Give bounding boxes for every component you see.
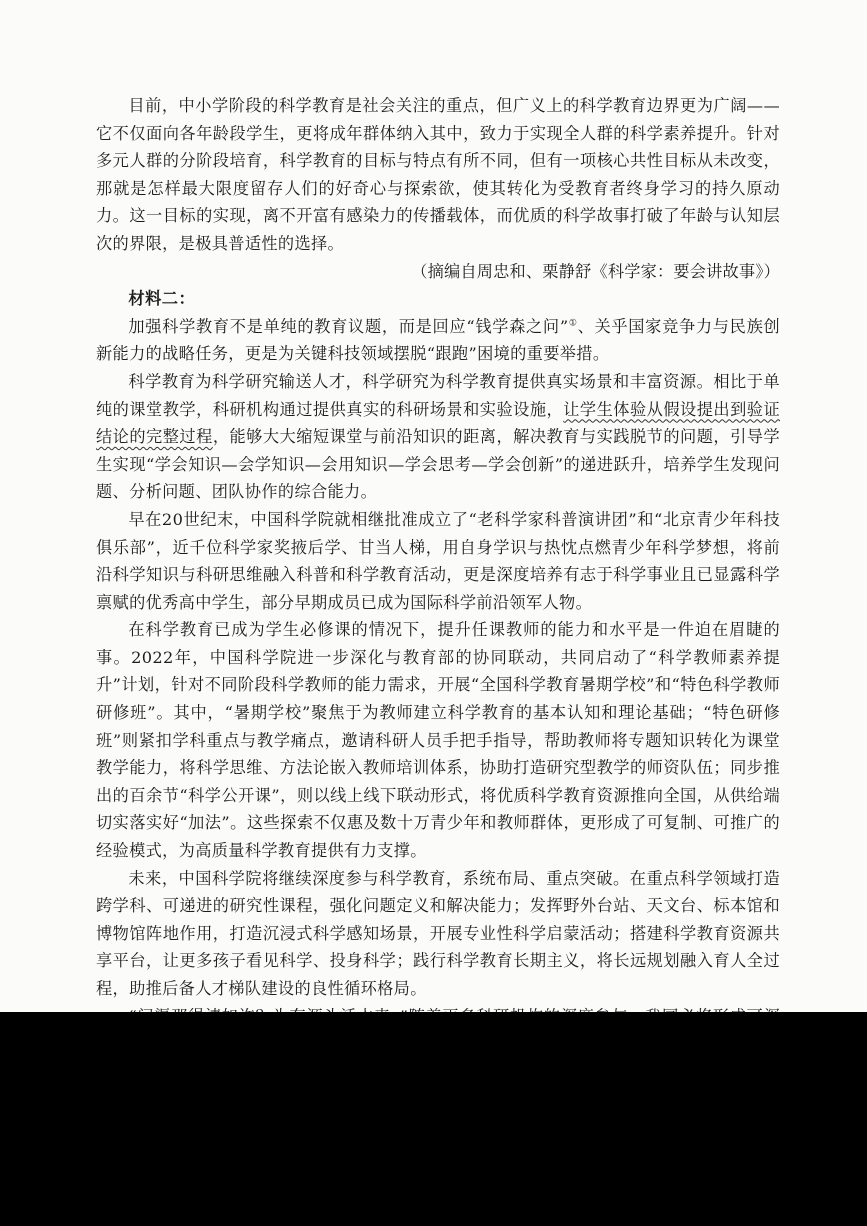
paragraph-research-and-education xyxy=(96,368,780,506)
article-body xyxy=(96,92,780,1058)
paragraph-intro: 目前，中小学阶段的科学教育是社会关注的重点，但广义上的科学教育边界更为广阔——它不仅面向各年龄段学生，更将成年群体纳入其中，致力于实现全人群的科学素养提升。针对多元人群的分阶段培育，科学教育的目标与特点有所不同，但有一项核心共性目标从未改变，那就是怎样最大限度留存人们的好奇心与探索欲，使其转化为受教育者终身学习的持久原动力。这一目标的实现，离不开富有感染力的传播载体，而优质的科学故事打破了年龄与认知层次的界限，是极具普适性的选择。 xyxy=(96,96,780,253)
paragraph-history: 早在20世纪末，中国科学院就相继批准成立了“老科学家科普演讲团”和“北京青少年科技俱乐部”，近千位科学家奖掖后学、甘当人梯，用自身学识与热忱点燃青少年科学梦想，将前沿科学知识与科研思维融入科普和科学教育活动，更是深度培养有志于科学事业且已显露科学禀赋的优秀高中学生，部分早期成员已成为国际科学前沿领军人物。 xyxy=(96,509,780,612)
wavy-underlined-text: 让学生体验从假设提出到验证结论的完整过程 xyxy=(96,399,780,447)
paragraph-science-education-significance xyxy=(96,313,780,368)
section-heading-material-two: 材料二： xyxy=(128,289,196,309)
paragraph-text: 科学教育为科学研究输送人才，科学研究为科学教育提供真实场景和丰富资源。相比于单纯的课堂教学，科研机构通过提供真实的科研场景和实验设施， xyxy=(96,371,780,419)
paragraph-text: ，能够大大缩短课堂与前沿知识的距离，解决教育与实践脱节的问题，引导学生实现“学会知识—会学知识—会用知识—学会思考—学会创新”的递进跃升，培养学生发现问题、分析问题、团队协作的综合能力。 xyxy=(96,427,780,502)
paragraph-text: 、关乎国家竞争力与民族创新能力的战略任务，更是为关键科技领域摆脱“跟跑”困境的重要举措。 xyxy=(96,316,781,364)
paragraph-teacher-training: 在科学教育已成为学生必修课的情况下，提升任课教师的能力和水平是一件迫在眉睫的事。2022年，中国科学院进一步深化与教育部的协同联动，共同启动了“科学教师素养提升”计划，针对不同阶段科学教师的能力需求，开展“全国科学教育暑期学校”和“特色科学教师研修班”。其中，“暑期学校”聚焦于为教师建立科学教育的基本认知和理论基础；“特色研修班”则紧扣学科重点与教学痛点，邀请科研人员手把手指导，帮助教师将专题知识转化为课堂教学能力，将科学思维、方法论嵌入教师培训体系，协助打造研究型教学的师资队伍；同步推出的百余节“科学公开课”，则以线上线下联动形式，将优质科学教育资源推向全国，从供给端切实落实好“加法”。这些探索不仅惠及数十万青少年和教师群体，更形成了可复制、可推广的经验模式，为高质量科学教育提供有力支撑。 xyxy=(96,620,780,861)
paragraph-future-plans: 未来，中国科学院将继续深度参与科学教育，系统布局、重点突破。在重点科学领域打造跨学科、可递进的研究性课程，强化问题定义和解决能力；发挥野外台站、天文台、标本馆和博物馆阵地作用，打造沉浸式科学感知场景，开展专业性科学启蒙活动；搭建科学教育资源共享平台，让更多孩子看见科学、投身科学；践行科学教育长期主义，将长远规划融入育人全过程，助推后备人才梯队建设的良性循环格局。 xyxy=(96,868,780,998)
source-citation: （摘编自周忠和、栗静舒《科学家：要会讲故事》） xyxy=(411,261,780,281)
footnote-marker: ① xyxy=(568,318,578,329)
redaction-band xyxy=(0,1012,867,1226)
paragraph-text: 加强科学教育不是单纯的教育议题，而是回应“钱学森之问” xyxy=(128,316,569,336)
